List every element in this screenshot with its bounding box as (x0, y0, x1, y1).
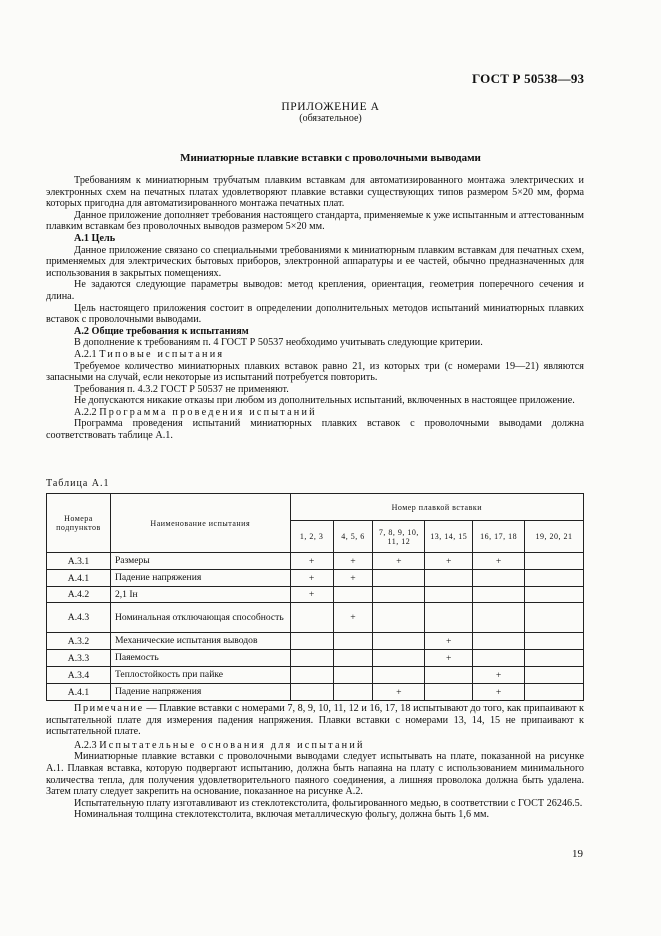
subsection-heading (46, 740, 584, 752)
subsection-number: А.2.3 (74, 739, 97, 751)
mark-cell: + (373, 553, 425, 570)
mark-cell: + (473, 553, 525, 570)
subsection-title: Испытательные основания для испытаний (99, 739, 365, 751)
table-row (47, 603, 584, 633)
mark-cell (290, 603, 333, 633)
mark-cell (473, 587, 525, 603)
test-table (46, 493, 584, 701)
mark-cell (425, 667, 473, 684)
group-header: 16, 17, 18 (473, 521, 525, 553)
mark-cell (373, 570, 425, 587)
mark-cell (373, 650, 425, 667)
row-number: А.3.2 (47, 633, 111, 650)
paragraph: Цель настоящего приложения состоит в определении дополнительных методов испытаний миниатюрных плавких вставок с проволочными выводами. (46, 302, 584, 326)
row-number: А.4.2 (47, 587, 111, 603)
group-header: 19, 20, 21 (525, 521, 584, 553)
mark-cell (290, 684, 333, 701)
table-label: Таблица А.1 (46, 478, 110, 489)
column-header-group: Номер плавкой вставки (290, 494, 583, 521)
mark-cell: + (425, 633, 473, 650)
mark-cell (333, 684, 373, 701)
mark-cell (525, 553, 584, 570)
mark-cell (333, 633, 373, 650)
mark-cell (425, 684, 473, 701)
note-text: — Плавкие вставки с номерами 7, 8, 9, 10, 11, 12 и 16, 17, 18 испытывают до того, как припаивают к испытательной плате для измерения падения напряжения. Плавки вставки с номерами 13, 14, 15 не припаивают к испытательной плате. (46, 703, 584, 738)
subsection-title: Типовые испытания (99, 348, 225, 360)
table-row (47, 570, 584, 587)
mark-cell: + (425, 650, 473, 667)
table-row (47, 684, 584, 701)
row-number: А.3.1 (47, 553, 111, 570)
mark-cell: + (473, 667, 525, 684)
appendix-title: ПРИЛОЖЕНИЕ А (281, 101, 380, 113)
mark-cell (333, 667, 373, 684)
body-text (46, 175, 584, 442)
table-note (46, 703, 584, 738)
paragraph: Требования п. 4.3.2 ГОСТ Р 50537 не применяют. (74, 383, 289, 395)
column-header-name: Наименование испытания (110, 494, 290, 553)
section-heading: А.2 Общие требования к испытаниям (74, 325, 249, 337)
row-number: А.3.4 (47, 667, 111, 684)
group-header: 13, 14, 15 (425, 521, 473, 553)
mark-cell (425, 603, 473, 633)
paragraph: Данное приложение связано со специальными требованиями к миниатюрным плавким вставкам для печатных схем, применяемых для электрических бытовых приборов, электронной аппаратуры и ее частей, обычно предназначенных для использования в закрытых помещениях. (46, 244, 584, 279)
mark-cell (473, 603, 525, 633)
mark-cell (373, 633, 425, 650)
mark-cell (333, 650, 373, 667)
mark-cell: + (373, 684, 425, 701)
row-test-name: Теплостойкость при пайке (110, 667, 290, 684)
subsection-heading (46, 349, 584, 361)
mark-cell (373, 667, 425, 684)
paragraph: Требованиям к миниатюрным трубчатым плавким вставкам для автоматизированного монтажа электрических и электронных схем на печатных платах удовлетворяют плавкие вставки существующих типов размером 5×20 мм, форма которых пригодна для автоматизированного монтажа печатных плат. (46, 175, 584, 210)
row-test-name: Механические испытания выводов (110, 633, 290, 650)
paragraph: Не допускаются никакие отказы при любом из дополнительных испытаний, включенных в настоящее приложение. (74, 395, 575, 407)
row-number: А.3.3 (47, 650, 111, 667)
mark-cell: + (290, 570, 333, 587)
mark-cell (525, 667, 584, 684)
mark-cell (525, 587, 584, 603)
mark-cell (525, 684, 584, 701)
table-row (47, 650, 584, 667)
mark-cell (425, 570, 473, 587)
paragraph: Требуемое количество миниатюрных плавких вставок равно 21, из которых три (с номерами 19—21) являются запасными на случай, если некоторые из испытаний потребуется повторить. (46, 360, 584, 384)
mark-cell (525, 650, 584, 667)
mark-cell (290, 667, 333, 684)
paragraph: Не задаются следующие параметры выводов: метод крепления, ориентация, геометрия поперечного сечения и длина. (46, 279, 584, 302)
mark-cell (525, 633, 584, 650)
main-title: Миниатюрные плавкие вставки с проволочными выводами (180, 152, 481, 164)
group-header: 7, 8, 9, 10, 11, 12 (373, 521, 425, 553)
mark-cell (473, 570, 525, 587)
row-number: А.4.3 (47, 603, 111, 633)
paragraph: Номинальная толщина стеклотекстолита, включая металлическую фольгу, должна быть 1,6 мм. (74, 809, 490, 821)
table-row (47, 587, 584, 603)
mark-cell: + (290, 553, 333, 570)
mark-cell (525, 570, 584, 587)
subsection-title: Программа проведения испытаний (99, 406, 317, 418)
mark-cell: + (290, 587, 333, 603)
mark-cell (373, 603, 425, 633)
subsection-number: А.2.2 (74, 406, 97, 418)
paragraph: В дополнение к требованиям п. 4 ГОСТ Р 50537 необходимо учитывать следующие критерии. (74, 337, 483, 349)
row-test-name: Номинальная отключающая способность (110, 603, 290, 633)
mark-cell: + (333, 553, 373, 570)
section-heading: А.1 Цель (74, 232, 116, 244)
row-test-name: Паяемость (110, 650, 290, 667)
mark-cell (473, 633, 525, 650)
row-test-name: 2,1 Iн (110, 587, 290, 603)
table-row (47, 553, 584, 570)
mark-cell (373, 587, 425, 603)
subsection-heading (46, 407, 584, 419)
mark-cell: + (333, 603, 373, 633)
row-number: А.4.1 (47, 684, 111, 701)
standard-header: ГОСТ Р 50538—93 (472, 71, 585, 86)
mark-cell (473, 650, 525, 667)
table-row (47, 667, 584, 684)
mark-cell (525, 603, 584, 633)
subsection-number: А.2.1 (74, 348, 97, 360)
group-header: 4, 5, 6 (333, 521, 373, 553)
page-number: 19 (572, 848, 583, 860)
mark-cell (333, 587, 373, 603)
row-test-name: Падение напряжения (110, 684, 290, 701)
mark-cell (425, 587, 473, 603)
paragraph: Испытательную плату изготавливают из стеклотекстолита, фольгированного медью, в соответствии с ГОСТ 26246.5. (74, 797, 583, 809)
table-row (47, 633, 584, 650)
row-test-name: Падение напряжения (110, 570, 290, 587)
group-header: 1, 2, 3 (290, 521, 333, 553)
column-header-number: Номера подпунктов (47, 494, 111, 553)
note-label: Примечание (74, 703, 144, 714)
mark-cell (290, 633, 333, 650)
appendix-subtitle: (обязательное) (299, 113, 362, 124)
mark-cell: + (425, 553, 473, 570)
row-test-name: Размеры (110, 553, 290, 570)
mark-cell: + (473, 684, 525, 701)
mark-cell: + (333, 570, 373, 587)
paragraph: Миниатюрные плавкие вставки с проволочными выводами следует испытывать на плате, показанной на рисунке А.1. Плавкая вставка, которую подвергают испытанию, должна быть напаяна на плату с использованием минимального количества тепла, для получения удовлетворительного паяного соединения, а лишняя проволока должна быть удалена. Затем плату следует закрепить на основание, показанное на рисунке А.2. (46, 751, 584, 798)
notes-block (46, 703, 584, 821)
row-number: А.4.1 (47, 570, 111, 587)
paragraph: Данное приложение дополняет требования настоящего стандарта, применяемые к уже испытанным и аттестованным плавким вставкам без проволочных выводов размером 5×20 мм. (46, 209, 584, 233)
paragraph: Программа проведения испытаний миниатюрных плавких вставок с проволочными выводами должна соответствовать таблице А.1. (46, 418, 584, 442)
mark-cell (290, 650, 333, 667)
